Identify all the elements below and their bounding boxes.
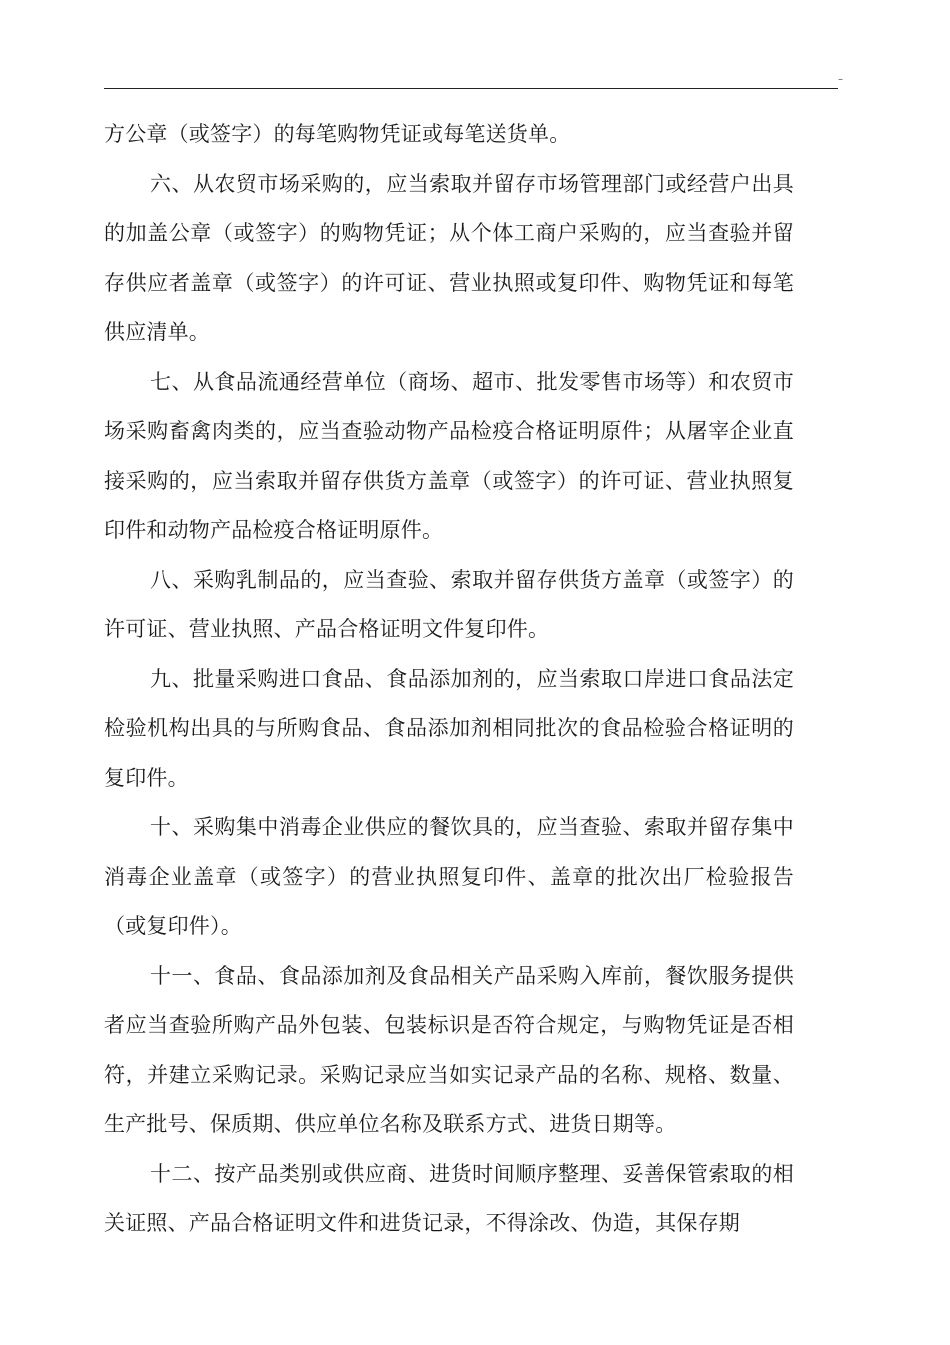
paragraph-item-8: 八、采购乳制品的，应当查验、索取并留存供货方盖章（或签字）的许可证、营业执照、产品合格证明文件复印件。 [104, 567, 794, 641]
paragraph-item-11: 十一、食品、食品添加剂及食品相关产品采购入库前，餐饮服务提供者应当查验所购产品外包装、包装标识是否符合规定，与购物凭证是否相符，并建立采购记录。采购记录应当如实记录产品的名称、规格、数量、生产批号、保质期、供应单位名称及联系方式、进货日期等。 [104, 963, 794, 1136]
paragraph-item-10: 十、采购集中消毒企业供应的餐饮具的，应当查验、索取并留存集中消毒企业盖章（或签字）的营业执照复印件、盖章的批次出厂检验报告（或复印件）。 [104, 815, 794, 938]
paragraph-continued: 方公章（或签字）的每笔购物凭证或每笔送货单。 [104, 122, 571, 146]
paragraph-item-6: 六、从农贸市场采购的，应当索取并留存市场管理部门或经营户出具的加盖公章（或签字）的购物凭证；从个体工商户采购的，应当查验并留存供应者盖章（或签字）的许可证、营业执照或复印件、购物凭证和每笔供应清单。 [104, 171, 794, 344]
body-text [104, 110, 794, 1249]
paragraph-item-7: 七、从食品流通经营单位（商场、超市、批发零售市场等）和农贸市场采购畜禽肉类的，应当查验动物产品检疫合格证明原件；从屠宰企业直接采购的，应当索取并留存供货方盖章（或签字）的许可证、营业执照复印件和动物产品检疫合格证明原件。 [104, 369, 794, 542]
paragraph-item-9: 九、批量采购进口食品、食品添加剂的，应当索取口岸进口食品法定检验机构出具的与所购食品、食品添加剂相同批次的食品检验合格证明的复印件。 [104, 666, 794, 790]
header-mark: – [838, 74, 843, 85]
paragraph-item-12: 十二、按产品类别或供应商、进货时间顺序整理、妥善保管索取的相关证照、产品合格证明文件和进货记录，不得涂改、伪造，其保存期 [104, 1161, 794, 1235]
header-rule [104, 88, 838, 89]
